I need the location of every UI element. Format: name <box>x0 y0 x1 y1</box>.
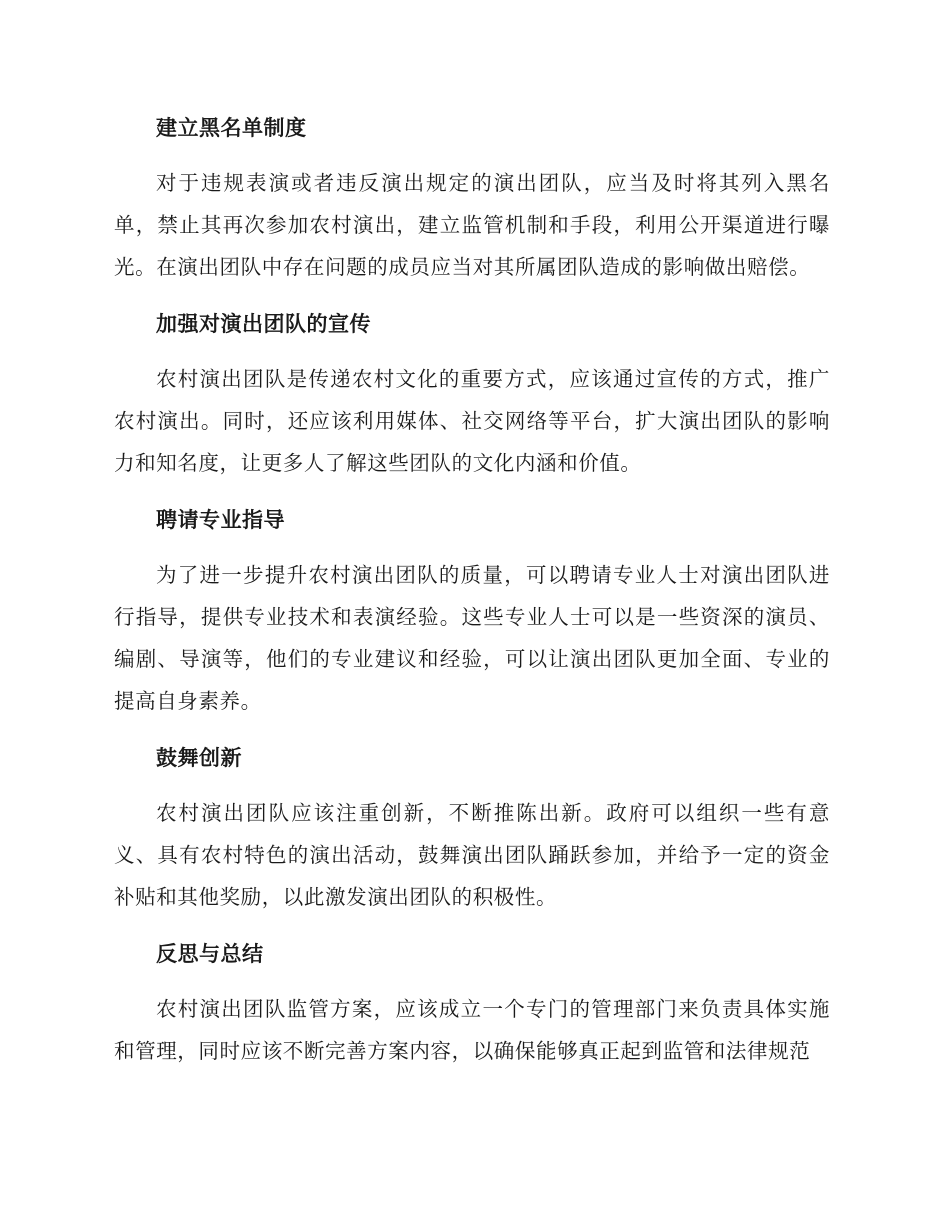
section-paragraph: 农村演出团队监管方案，应该成立一个专门的管理部门来负责具体实施和管理，同时应该不断完善方案内容，以确保能够真正起到监管和法律规范 <box>114 997 830 1063</box>
section-professional-guidance <box>114 504 830 722</box>
section-paragraph: 农村演出团队应该注重创新，不断推陈出新。政府可以组织一些有意义、具有农村特色的演出活动，鼓舞演出团队踊跃参加，并给予一定的资金补贴和其他奖励，以此激发演出团队的积极性。 <box>114 801 830 909</box>
section-innovation <box>114 742 830 918</box>
section-paragraph: 对于违规表演或者违反演出规定的演出团队，应当及时将其列入黑名单，禁止其再次参加农村演出，建立监管机制和手段，利用公开渠道进行曝光。在演出团队中存在问题的成员应当对其所属团队造成的影响做出赔偿。 <box>114 171 830 279</box>
section-blacklist <box>114 112 830 288</box>
section-heading: 聘请专业指导 <box>156 508 285 532</box>
section-paragraph: 为了进一步提升农村演出团队的质量，可以聘请专业人士对演出团队进行指导，提供专业技术和表演经验。这些专业人士可以是一些资深的演员、编剧、导演等，他们的专业建议和经验，可以让演出团队更加全面、专业的提高自身素养。 <box>114 563 830 713</box>
document-content <box>114 112 830 1092</box>
section-heading: 反思与总结 <box>156 942 264 966</box>
section-reflection <box>114 938 830 1072</box>
section-heading: 加强对演出团队的宣传 <box>156 312 371 336</box>
section-heading: 建立黑名单制度 <box>156 116 307 140</box>
section-paragraph: 农村演出团队是传递农村文化的重要方式，应该通过宣传的方式，推广农村演出。同时，还应该利用媒体、社交网络等平台，扩大演出团队的影响力和知名度，让更多人了解这些团队的文化内涵和价值。 <box>114 367 830 475</box>
section-publicity <box>114 308 830 484</box>
section-heading: 鼓舞创新 <box>156 746 242 770</box>
